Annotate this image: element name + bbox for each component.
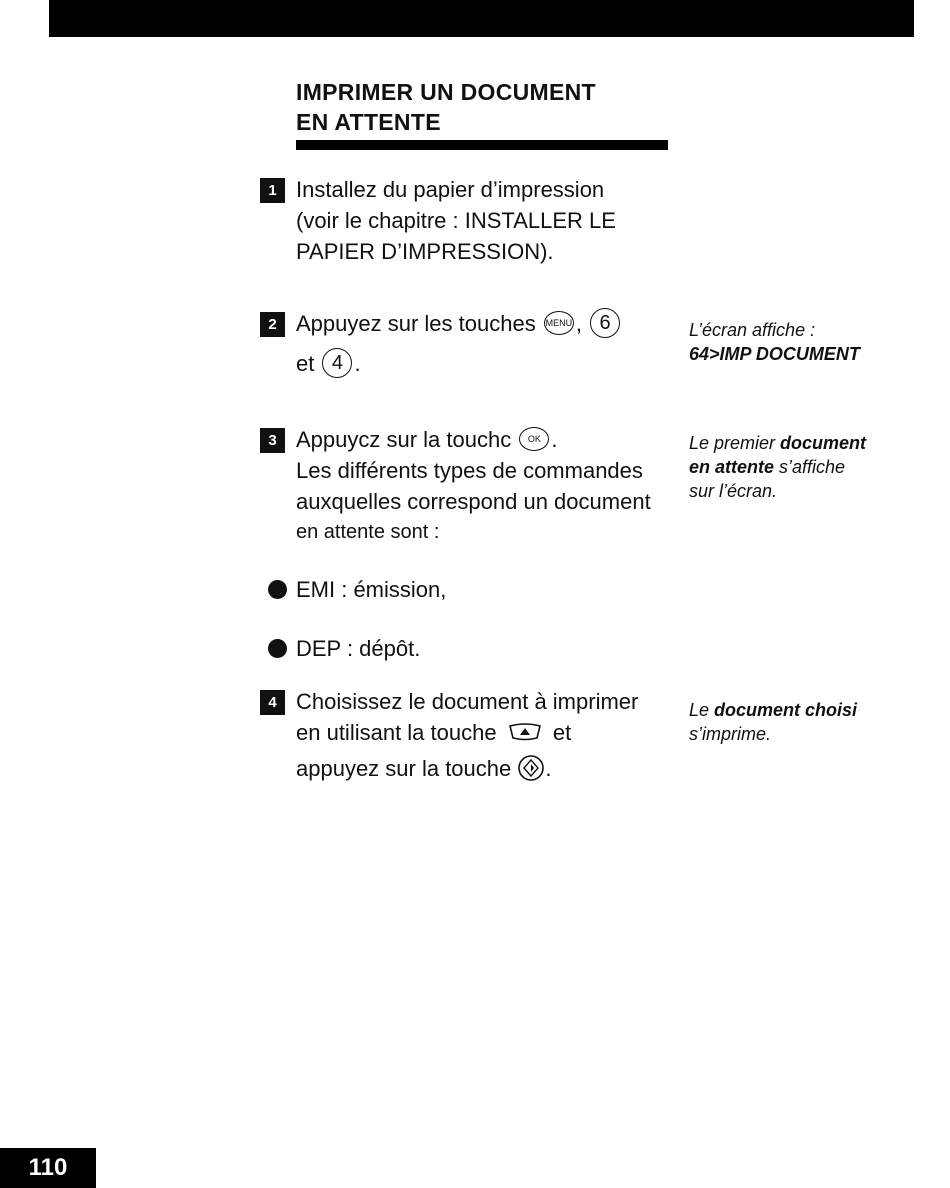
title-underline xyxy=(296,140,668,150)
step-4-marker: 4 xyxy=(260,690,285,715)
title-line-2: EN ATTENTE xyxy=(296,109,441,135)
step-1-marker: 1 xyxy=(260,178,285,203)
step-3-end: . xyxy=(551,427,558,452)
step-3-line-2: Les différents types de commandes xyxy=(296,458,643,483)
step-3 xyxy=(296,424,651,548)
step-2-note-line-2: 64>IMP DOCUMENT xyxy=(689,344,860,364)
step-4-line-1: Choisissez le document à imprimer xyxy=(296,689,639,714)
step-3-line-4: en attente sont : xyxy=(296,521,440,543)
step-4-line-2-text: en utilisant la touche xyxy=(296,720,497,745)
step-4-note xyxy=(689,698,857,746)
step-3-note-prefix: Le premier xyxy=(689,433,781,453)
step-3-line-3: auxquelles correspond un document xyxy=(296,489,651,514)
step-4-note-prefix: Le xyxy=(689,700,715,720)
step-4-line-2-et: et xyxy=(552,720,572,745)
step-2-text: Appuyez sur les touches xyxy=(296,311,536,336)
step-3-note-line-3: sur l’écran. xyxy=(689,481,778,501)
step-1-line-3: PAPIER D’IMPRESSION). xyxy=(296,239,554,264)
step-1-line-1: Installez du papier d’impression xyxy=(296,177,605,202)
section-title xyxy=(296,77,596,137)
step-2-note-line-1: L’écran affiche : xyxy=(689,320,816,340)
title-line-1: IMPRIMER UN DOCUMENT xyxy=(296,79,596,105)
step-3-note-bold-2: en attente xyxy=(689,457,775,477)
step-2-note xyxy=(689,318,860,366)
step-4-line-3-text: appuyez sur la touche xyxy=(296,756,512,781)
key-4-icon: 4 xyxy=(322,348,352,378)
step-1 xyxy=(296,174,616,267)
key-6-icon: 6 xyxy=(590,308,620,338)
step-4-note-bold: document choisi xyxy=(714,700,858,720)
bullet-item-2: DEP : dépôt. xyxy=(296,636,421,661)
bullet-dot-2 xyxy=(268,639,287,658)
step-2-et: et xyxy=(296,351,315,376)
bullet-dot-1 xyxy=(268,580,287,599)
bullet-item-1: EMI : émission, xyxy=(296,577,447,602)
step-3-marker: 3 xyxy=(260,428,285,453)
step-4-end: . xyxy=(545,756,552,781)
step-3-note-bold-1: document xyxy=(780,433,867,453)
step-1-line-2: (voir le chapitre : INSTALLER LE xyxy=(296,208,616,233)
step-4 xyxy=(296,686,638,784)
step-3-note-suffix: s’affiche xyxy=(774,457,846,477)
menu-key-icon: MENU xyxy=(544,311,574,335)
start-key-icon xyxy=(517,754,545,782)
ok-key-icon: OK xyxy=(519,427,549,451)
step-2-end: . xyxy=(354,351,361,376)
step-3-text: Appuycz sur la touchc xyxy=(296,427,512,452)
up-arrow-key-icon xyxy=(507,723,543,741)
step-4-note-line-2: s’imprime. xyxy=(689,724,772,744)
step-2-separator: , xyxy=(575,311,582,336)
step-3-note xyxy=(689,431,866,503)
header-bar xyxy=(49,0,914,37)
step-2-marker: 2 xyxy=(260,312,285,337)
page-number: 110 xyxy=(0,1148,96,1188)
step-2 xyxy=(296,307,622,381)
